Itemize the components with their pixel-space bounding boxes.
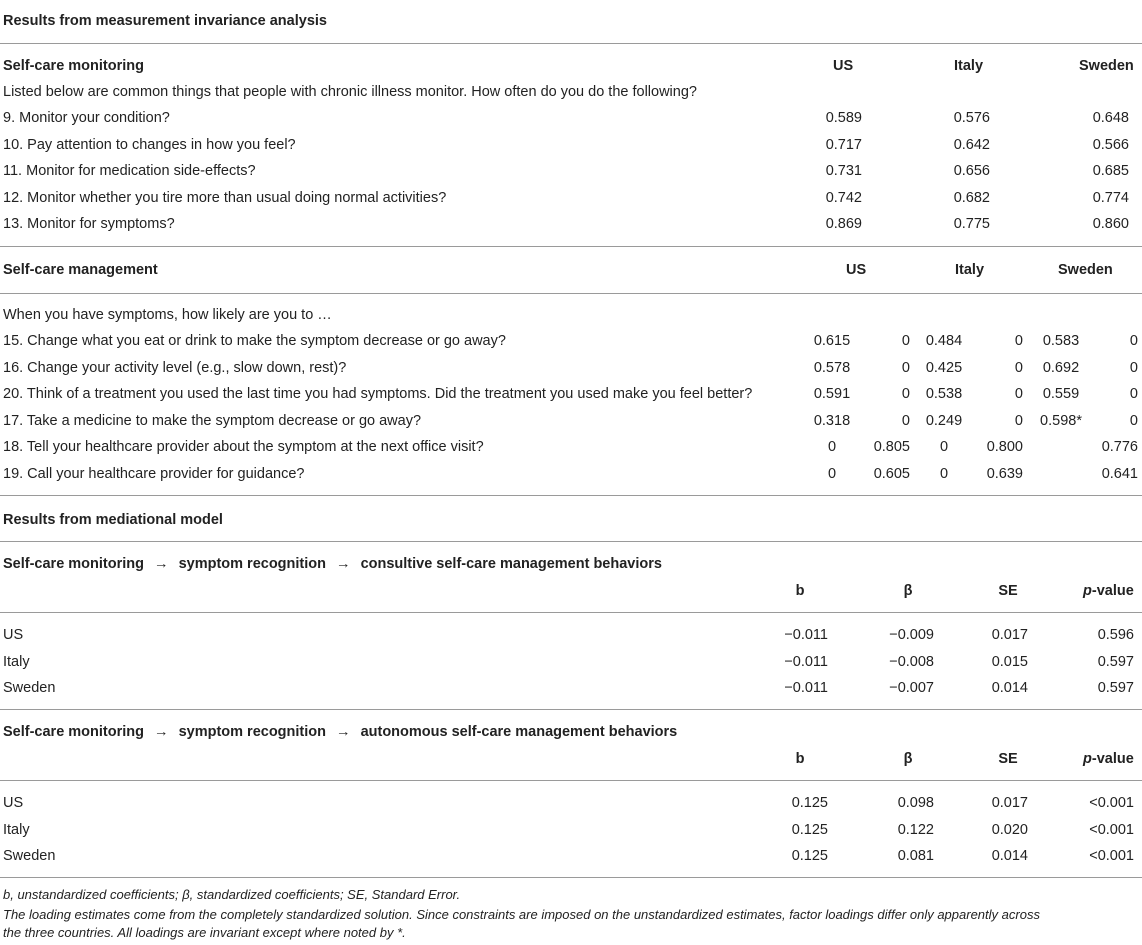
- table-cell-italy-factor1: 0.484: [925, 333, 963, 349]
- table-row-item: 19. Call your healthcare provider for guidance?: [3, 466, 305, 482]
- table-cell-us-factor1: 0: [827, 439, 837, 455]
- table-cell-italy-factor2: 0: [1014, 413, 1023, 429]
- table-cell-sweden-factor1: 0.583: [1042, 333, 1080, 349]
- table-cell-us-factor1: 0.591: [813, 386, 851, 402]
- table-cell-b: 0.125: [791, 848, 828, 864]
- monitoring-col-sweden: Sweden: [1079, 58, 1134, 74]
- heading-part: Self-care monitoring: [3, 724, 144, 740]
- consultive-col-b: b: [795, 583, 805, 599]
- table-row-country: Sweden: [3, 680, 56, 696]
- table-cell-sweden-factor1: 0.559: [1042, 386, 1080, 402]
- divider: [0, 495, 1142, 496]
- arrow-icon: →: [154, 556, 169, 572]
- table-row-item: 16. Change your activity level (e.g., slow down, rest)?: [3, 360, 347, 376]
- table-row-item: 15. Change what you eat or drink to make the symptom decrease or go away?: [3, 333, 506, 349]
- table-row-item: 17. Take a medicine to make the symptom decrease or go away?: [3, 413, 422, 429]
- table-cell-sweden-factor2: 0: [1129, 360, 1138, 376]
- table-row-item: 13. Monitor for symptoms?: [3, 216, 175, 232]
- table-cell-p: 0.596: [1097, 627, 1134, 643]
- table-cell-us-factor2: 0: [901, 413, 910, 429]
- management-col-us: US: [846, 262, 867, 278]
- heading-part: symptom recognition: [178, 556, 326, 572]
- divider: [0, 612, 1142, 613]
- table-cell-sweden: 0.648: [1092, 110, 1129, 126]
- consultive-heading: [3, 556, 662, 572]
- table-cell-p: 0.597: [1097, 680, 1134, 696]
- table-cell-italy-factor1: 0.425: [925, 360, 963, 376]
- heading-part: consultive self-care management behaviors: [360, 556, 662, 572]
- table-cell-p: <0.001: [1089, 822, 1134, 838]
- table-cell-p: <0.001: [1089, 848, 1134, 864]
- monitoring-col-italy: Italy: [954, 58, 984, 74]
- table-cell-b: −0.011: [784, 627, 828, 643]
- footnote-note: The loading estimates come from the completely standardized solution. Since constraints are imposed on the unstandardized estimates, factor loadings differ only apparently across: [3, 907, 1040, 922]
- table-cell-us-factor2: 0.605: [873, 466, 910, 482]
- table-row-country: US: [3, 627, 24, 643]
- table-cell-us: 0.731: [825, 163, 862, 179]
- divider: [0, 246, 1142, 247]
- divider: [0, 877, 1142, 878]
- table-cell-us: 0.589: [825, 110, 862, 126]
- table-cell-se: 0.014: [991, 848, 1028, 864]
- table-cell-b: 0.125: [791, 795, 828, 811]
- table-cell-se: 0.015: [991, 654, 1028, 670]
- table-cell-beta: −0.007: [889, 680, 934, 696]
- monitoring-prompt: Listed below are common things that people with chronic illness monitor. How often do you do the following?: [3, 84, 697, 100]
- divider: [0, 541, 1142, 542]
- management-col-italy: Italy: [955, 262, 985, 278]
- table-cell-us-factor2: 0.805: [873, 439, 910, 455]
- consultive-col-beta: β: [903, 583, 913, 599]
- table-cell-sweden-factor2: 0.641: [1101, 466, 1138, 482]
- table-cell-b: 0.125: [791, 822, 828, 838]
- monitoring-col-us: US: [833, 58, 854, 74]
- divider: [0, 293, 1142, 294]
- autonomous-col-p: [1083, 751, 1134, 767]
- consultive-col-se: SE: [998, 583, 1018, 599]
- table-row-country: US: [3, 795, 24, 811]
- table-cell-beta: 0.098: [897, 795, 934, 811]
- table-cell-italy-factor2: 0: [1014, 386, 1023, 402]
- table-cell-se: 0.017: [991, 795, 1028, 811]
- table-row-item: 12. Monitor whether you tire more than usual doing normal activities?: [3, 190, 447, 206]
- p-italic: p: [1083, 583, 1092, 599]
- divider: [0, 709, 1142, 710]
- table-cell-italy: 0.682: [953, 190, 990, 206]
- table-cell-italy: 0.642: [953, 137, 990, 153]
- table-cell-italy-factor2: 0: [1014, 360, 1023, 376]
- table-row-country: Sweden: [3, 848, 56, 864]
- table-cell-beta: −0.008: [889, 654, 934, 670]
- table-cell-italy-factor2: 0.800: [986, 439, 1023, 455]
- management-prompt: When you have symptoms, how likely are you to …: [3, 307, 332, 323]
- heading-part: symptom recognition: [178, 724, 326, 740]
- table-cell-se: 0.014: [991, 680, 1028, 696]
- table-cell-sweden-factor1: 0.692: [1042, 360, 1080, 376]
- autonomous-col-b: b: [795, 751, 805, 767]
- table-cell-sweden-factor2: 0: [1129, 413, 1138, 429]
- management-heading: Self-care management: [3, 262, 158, 278]
- table-row-country: Italy: [3, 654, 30, 670]
- table-cell-us-factor1: 0.615: [813, 333, 851, 349]
- table-cell-sweden: 0.685: [1092, 163, 1129, 179]
- divider: [0, 780, 1142, 781]
- heading-part: autonomous self-care management behaviors: [360, 724, 678, 740]
- table-cell-italy: 0.576: [953, 110, 990, 126]
- table-cell-us-factor1: 0: [827, 466, 837, 482]
- table-cell-sweden-factor2: 0: [1129, 386, 1138, 402]
- p-rest: -value: [1091, 583, 1134, 599]
- table-cell-sweden-factor1: 0.598*: [1040, 413, 1082, 429]
- invariance-title: Results from measurement invariance analysis: [3, 13, 327, 29]
- arrow-icon: →: [336, 724, 351, 740]
- arrow-icon: →: [154, 724, 169, 740]
- table-cell-us-factor1: 0.578: [813, 360, 851, 376]
- monitoring-heading: Self-care monitoring: [3, 58, 144, 74]
- table-cell-se: 0.017: [991, 627, 1028, 643]
- table-row-item: 11. Monitor for medication side-effects?: [3, 163, 256, 179]
- table-row-item: 20. Think of a treatment you used the last time you had symptoms. Did the treatment you used make you feel better?: [3, 386, 753, 402]
- table-row-item: 18. Tell your healthcare provider about the symptom at the next office visit?: [3, 439, 484, 455]
- table-cell-se: 0.020: [991, 822, 1028, 838]
- p-rest: -value: [1091, 751, 1134, 767]
- table-cell-italy: 0.775: [953, 216, 990, 232]
- table-cell-sweden: 0.566: [1092, 137, 1129, 153]
- arrow-icon: →: [336, 556, 351, 572]
- table-row-item: 9. Monitor your condition?: [3, 110, 170, 126]
- table-cell-us-factor2: 0: [901, 360, 910, 376]
- autonomous-heading: [3, 724, 677, 740]
- table-cell-p: 0.597: [1097, 654, 1134, 670]
- table-cell-b: −0.011: [784, 680, 828, 696]
- table-cell-us-factor2: 0: [901, 333, 910, 349]
- table-cell-italy-factor1: 0: [939, 466, 949, 482]
- footnote-abbrev: b, unstandardized coefficients; β, standardized coefficients; SE, Standard Error.: [3, 887, 461, 902]
- management-col-sweden: Sweden: [1058, 262, 1113, 278]
- table-cell-beta: 0.081: [897, 848, 934, 864]
- table-cell-us: 0.717: [825, 137, 862, 153]
- table-cell-sweden-factor2: 0: [1129, 333, 1138, 349]
- table-cell-beta: −0.009: [889, 627, 934, 643]
- table-row-country: Italy: [3, 822, 30, 838]
- table-cell-sweden: 0.860: [1092, 216, 1129, 232]
- table-cell-p: <0.001: [1089, 795, 1134, 811]
- table-cell-us-factor2: 0: [901, 386, 910, 402]
- table-cell-italy: 0.656: [953, 163, 990, 179]
- consultive-col-p: [1083, 583, 1134, 599]
- table-cell-us: 0.742: [825, 190, 862, 206]
- table-cell-us-factor1: 0.318: [813, 413, 851, 429]
- divider: [0, 43, 1142, 44]
- table-row-item: 10. Pay attention to changes in how you feel?: [3, 137, 296, 153]
- p-italic: p: [1083, 751, 1092, 767]
- heading-part: Self-care monitoring: [3, 556, 144, 572]
- table-cell-italy-factor2: 0: [1014, 333, 1023, 349]
- table-cell-b: −0.011: [784, 654, 828, 670]
- autonomous-col-beta: β: [903, 751, 913, 767]
- mediational-title: Results from mediational model: [3, 512, 223, 528]
- autonomous-col-se: SE: [998, 751, 1018, 767]
- table-cell-italy-factor1: 0: [939, 439, 949, 455]
- table-cell-italy-factor1: 0.249: [925, 413, 963, 429]
- table-cell-italy-factor2: 0.639: [986, 466, 1023, 482]
- footnote-note-cont: the three countries. All loadings are invariant except where noted by *.: [3, 925, 406, 940]
- table-cell-us: 0.869: [825, 216, 862, 232]
- table-cell-sweden: 0.774: [1092, 190, 1129, 206]
- table-cell-beta: 0.122: [897, 822, 934, 838]
- table-cell-italy-factor1: 0.538: [925, 386, 963, 402]
- table-cell-sweden-factor2: 0.776: [1101, 439, 1138, 455]
